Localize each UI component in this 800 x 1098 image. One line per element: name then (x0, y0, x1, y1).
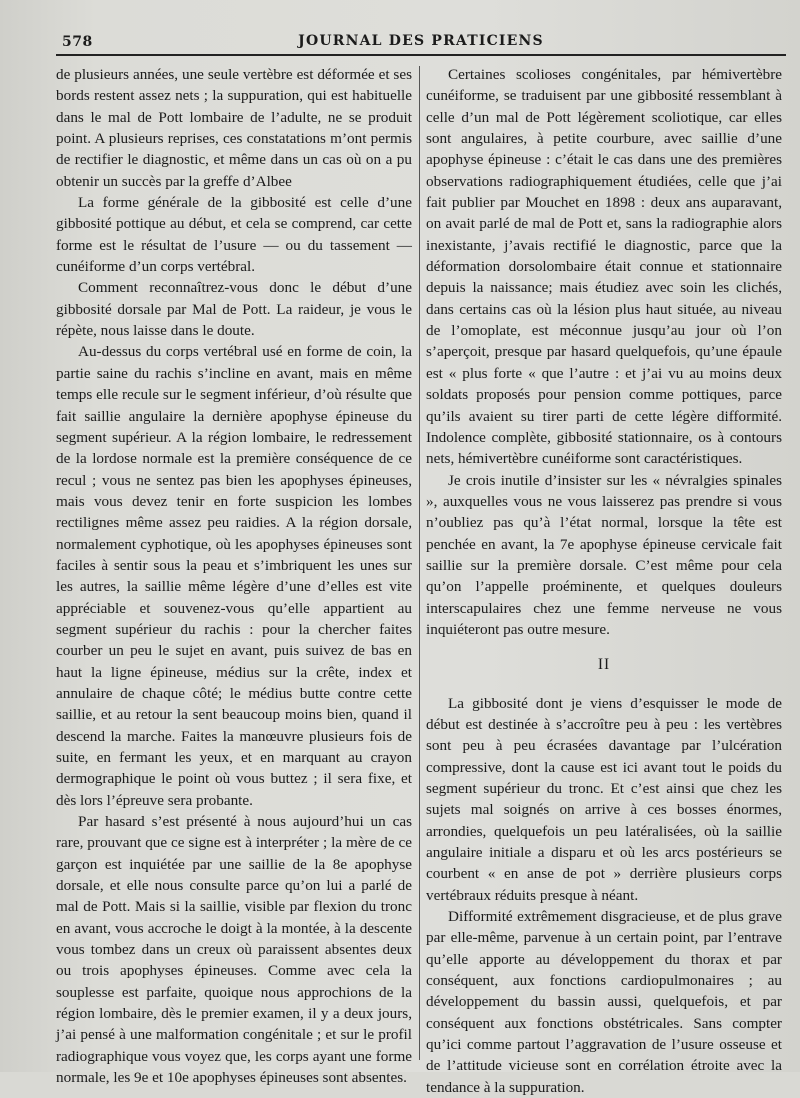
right-column (426, 64, 782, 1098)
paragraph: Par hasard s’est présenté à nous aujourd’hui un cas rare, prouvant que ce signe est à interpréter ; la mère de ce garçon est inquiétée par une saillie de la 8e apophyse dorsale, et elle nous consulte parce qu’on lui a parlé de mal de Pott. Mais si la saillie, visible par flexion du tronc en avant, vous accroche le doigt à la montée, à la descente vous tombez dans un creux où paraissent absentes deux ou trois apophyses épineuses. Comme avec cela la souplesse est parfaite, quoique nous approchions de la région lombaire, dès le premier examen, il y a deux jours, j’ai pensé à une malformation congénitale ; et sur le profil radiographique vous voyez que, les corps ayant une forme normale, les 9e et 10e apophyses épineuses sont absentes. (56, 813, 412, 1087)
paragraph: de plusieurs années, une seule vertèbre est déformée et ses bords restent assez nets ; la suppuration, qui est habituelle dans le mal de Pott lombaire de l’adulte, ne se produit point. A plusieurs reprises, ces constatations m’ont permis de rectifier le diagnostic, et même dans un cas où on a pu obtenir un succès par la greffe d’Albee (56, 66, 412, 190)
paragraph: Certaines scolioses congénitales, par hémivertèbre cunéiforme, se traduisent par une gibbosité ressemblant à celle d’un mal de Pott légèrement scoliotique, car elles sont angulaires, à petite courbure, avec saillie d’une apophyse épineuse : c’était le cas dans une des premières observations radiographiquement étudiées, celle que j’ai fait publier par Mouchet en 1898 : deux ans auparavant, on avait parlé de mal de Pott et, sans la radiographie alors inexistante, j’avais rectifié le diagnostic, parce que la déformation dorsolombaire était connue et stationnaire depuis la naissance; mais étudiez avec soin les clichés, dans certains cas où la lésion plus haut située, au niveau de l’omoplate, est méconnue jusqu’au jour où l’on s’aperçoit, presque par hasard quelquefois, qu’une épaule est « plus forte « que l’autre : et j’ai vu au moins deux soldats proposés pour pension comme pottiques, parce qu’ils avaient su tirer parti de cette légère difformité. Indolence complète, gibbosité stationnaire, os à contours nets, hémivertèbre cunéiforme sont caractéristiques. (426, 66, 782, 468)
paragraph: Difformité extrêmement disgracieuse, et de plus grave par elle-même, parvenue à un certain point, par l’entrave qu’elle apporte au développement du thorax et par conséquent, aux fonctions cardiopulmonaires ; au développement du bassin aussi, quelquefois, et par conséquent aux fonctions obstétricales. Sans compter qu’ici comme partout l’aggravation de l’usure osseuse et de l’attitude vicieuse sont en corrélation étroite avec la tendance à la suppuration. (426, 908, 782, 1096)
paragraph: La gibbosité dont je viens d’esquisser le mode de début est destinée à s’accroître peu à peu : les vertèbres sont peu à peu écrasées davantage par l’ulcération compressive, dont la cause est ici avant tout le poids du segment supérieur du tronc. Et c’est ainsi que chez les sujets mal soignés on arrive à ces bosses énormes, arrondies, quelquefois un peu latéralisées, où la saillie angulaire initiale a disparu et où les arcs postérieurs se courbent « en anse de pot » derrière plusieurs corps vertébraux réduits presque à néant. (426, 694, 782, 904)
journal-title: JOURNAL DES PRATICIENS (298, 33, 544, 49)
section-heading: II (597, 656, 611, 674)
page-header (56, 30, 786, 54)
paragraph: Au-dessus du corps vertébral usé en forme de coin, la partie saine du rachis s’incline en avant, mais en même temps elle recule sur le segment inférieur, d’où résulte que fait saillie angulaire la dernière apophyse épineuse du segment supérieur. A la région lombaire, le redressement de la lordose normale est la première conséquence de ce recul ; vous ne sentez pas bien les apophyses épineuses, mais vous devez tenir en forte suspicion les lombes rectilignes même assez peu raidies. A la région dorsale, normalement cyphotique, où les apophyses épineuses sont faciles à sentir sous la peau et s’imbriquent les unes sur les autres, la saillie même légère d’une d’elles est vite appréciable et souvenez-vous qu’elle appartient au segment supérieur du rachis : pour la chercher faites courber un peu le sujet en avant, puis suivez de bas en haut la ligne épineuse, médius sur la crête, index et annulaire de chaque côté; le médius butte contre cette saillie, et au retour la sent beaucoup moins bien, quand il descend la marche. Faites la manœuvre plusieurs fois de suite, en fermant les yeux, et en marquant au crayon dermographique le point où vous buttez ; il sera fixe, et dès lors l’épreuve sera probante. (56, 343, 412, 809)
header-rule (56, 54, 786, 56)
column-divider (419, 66, 420, 1060)
paragraph: Comment reconnaîtrez-vous donc le début d’une gibbosité dorsale par Mal de Pott. La raideur, je vous le répète, nous laisse dans le doute. (56, 279, 412, 340)
paragraph: La forme générale de la gibbosité est celle d’une gibbosité pottique au début, et cela se comprend, car cette forme est le résultat de l’usure — ou du tassement — cunéiforme d’un corps vertébral. (56, 194, 412, 276)
paragraph: Je crois inutile d’insister sur les « névralgies spinales », auxquelles vous ne vous laisserez pas prendre si vous n’oubliez pas qu’à l’état normal, lorsque la tête est penchée en avant, la 7e apophyse épineuse cervicale fait saillie sur la première dorsale. C’est même pour cela qu’on l’appelle proéminente, et quelques douleurs interscapulaires chez une femme nerveuse ne vous inquiéteront pas outre mesure. (426, 471, 782, 638)
page-number: 578 (62, 34, 93, 50)
left-column (56, 64, 412, 1089)
